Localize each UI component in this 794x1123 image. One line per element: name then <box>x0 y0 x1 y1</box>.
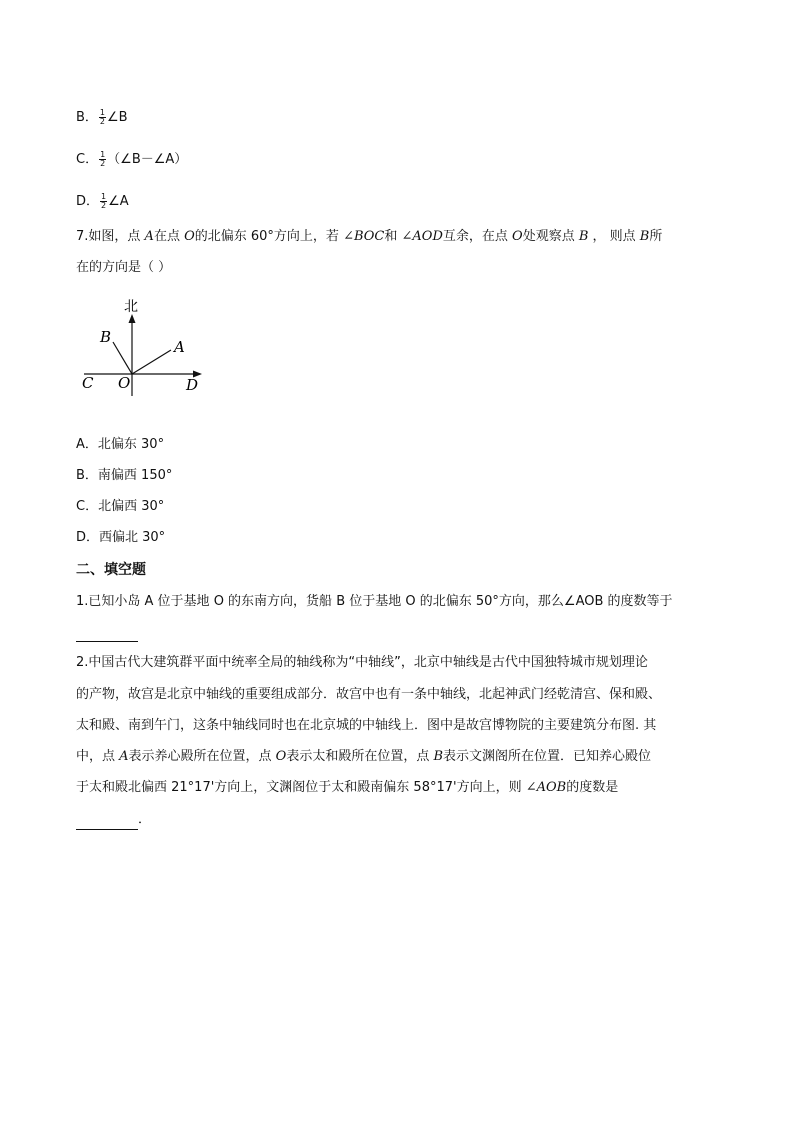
fraction <box>99 109 106 126</box>
fill-q2-line2: 的产物，故宫是北京中轴线的重要组成部分．故宫中也有一条中轴线，北起神武门经乾清宫、保和殿、 <box>76 687 662 702</box>
option-d <box>76 192 129 212</box>
fill-q2-line4 <box>76 747 651 767</box>
variable: A <box>119 749 129 764</box>
label-o: O <box>118 374 131 392</box>
q7-stem-line1 <box>76 227 662 247</box>
option-label: B． <box>76 110 98 125</box>
fill-q1-text: 1.已知小岛 A 位于基地 O 的东南方向，货船 B 位于基地 O 的北偏东 50°方向，那么∠AOB 的度数等于 <box>76 594 673 609</box>
fill-q2-blank-line <box>76 810 151 830</box>
text: 在点 <box>153 229 185 244</box>
fraction-denominator: 2 <box>101 201 107 210</box>
text: 7.如图，点 <box>76 229 145 244</box>
q7-option-a: A．北偏东 30° <box>76 437 165 452</box>
fraction-denominator: 2 <box>100 159 106 168</box>
text: 中，点 <box>76 749 120 764</box>
variable: A <box>144 229 154 244</box>
fill-q1-blank <box>76 622 138 642</box>
fill-q2-line3: 太和殿、南到午门，这条中轴线同时也在北京城的中轴线上．图中是故宫博物院的主要建筑分布图. 其 <box>76 718 657 733</box>
ray-ob <box>113 342 132 374</box>
variable: O <box>184 229 195 244</box>
text: 表示养心殿所在位置，点 <box>128 749 276 764</box>
text: 的北偏东 60°方向上，若 <box>194 229 344 244</box>
period: ． <box>138 812 152 827</box>
option-text: ∠B <box>107 110 128 125</box>
option-label: D． <box>76 194 100 209</box>
answer-blank <box>76 627 138 642</box>
label-b: B <box>100 328 112 346</box>
text: 互余，在点 <box>442 229 513 244</box>
direction-diagram <box>76 292 216 397</box>
text: 表示太和殿所在位置，点 <box>286 749 434 764</box>
option-text: ∠A <box>108 194 129 209</box>
variable: ∠AOB <box>525 780 567 795</box>
q7-option-b: B．南偏西 150° <box>76 468 173 483</box>
text: 的度数是 <box>566 780 619 795</box>
arrow-north <box>129 314 136 323</box>
text: 所 <box>649 229 663 244</box>
fill-q2-line5 <box>76 778 618 798</box>
fraction-numerator: 1 <box>100 150 106 159</box>
variable: ∠BOC <box>343 229 385 244</box>
text: 和 <box>384 229 402 244</box>
label-c: C <box>82 374 94 392</box>
answer-blank <box>76 815 138 830</box>
section-title: 二、填空题 <box>76 562 146 578</box>
ray-oa <box>132 350 171 374</box>
q7-option-d: D．西偏北 30° <box>76 530 166 545</box>
label-d: D <box>186 376 199 394</box>
option-b <box>76 108 128 128</box>
fraction-numerator: 1 <box>101 192 107 201</box>
text: 处观察点 <box>522 229 579 244</box>
variable: ∠AOD <box>401 229 443 244</box>
text: ， 则点 <box>588 229 640 244</box>
text: 表示文渊阁所在位置．已知养心殿位 <box>443 749 652 764</box>
variable: B <box>639 229 650 244</box>
variable: B <box>578 229 589 244</box>
text: 于太和殿北偏西 21°17'方向上，文渊阁位于太和殿南偏东 58°17'方向上，则 <box>76 780 526 795</box>
fill-q2-line1: 2.中国古代大建筑群平面中统率全局的轴线称为“中轴线”，北京中轴线是古代中国独特城市规划理论 <box>76 655 648 670</box>
fraction-denominator: 2 <box>99 117 106 126</box>
fraction <box>99 151 106 168</box>
option-text: （∠B－∠A） <box>107 152 188 167</box>
option-c <box>76 150 187 170</box>
option-label: C． <box>76 152 99 167</box>
label-a: A <box>174 338 185 356</box>
variable: O <box>512 229 523 244</box>
label-north: 北 <box>124 299 138 315</box>
variable: B <box>433 749 444 764</box>
fraction-numerator: 1 <box>99 108 106 117</box>
q7-option-c: C．北偏西 30° <box>76 499 165 514</box>
q7-stem-line2: 在的方向是（ ） <box>76 260 172 275</box>
fraction <box>100 193 107 210</box>
variable: O <box>275 749 287 764</box>
